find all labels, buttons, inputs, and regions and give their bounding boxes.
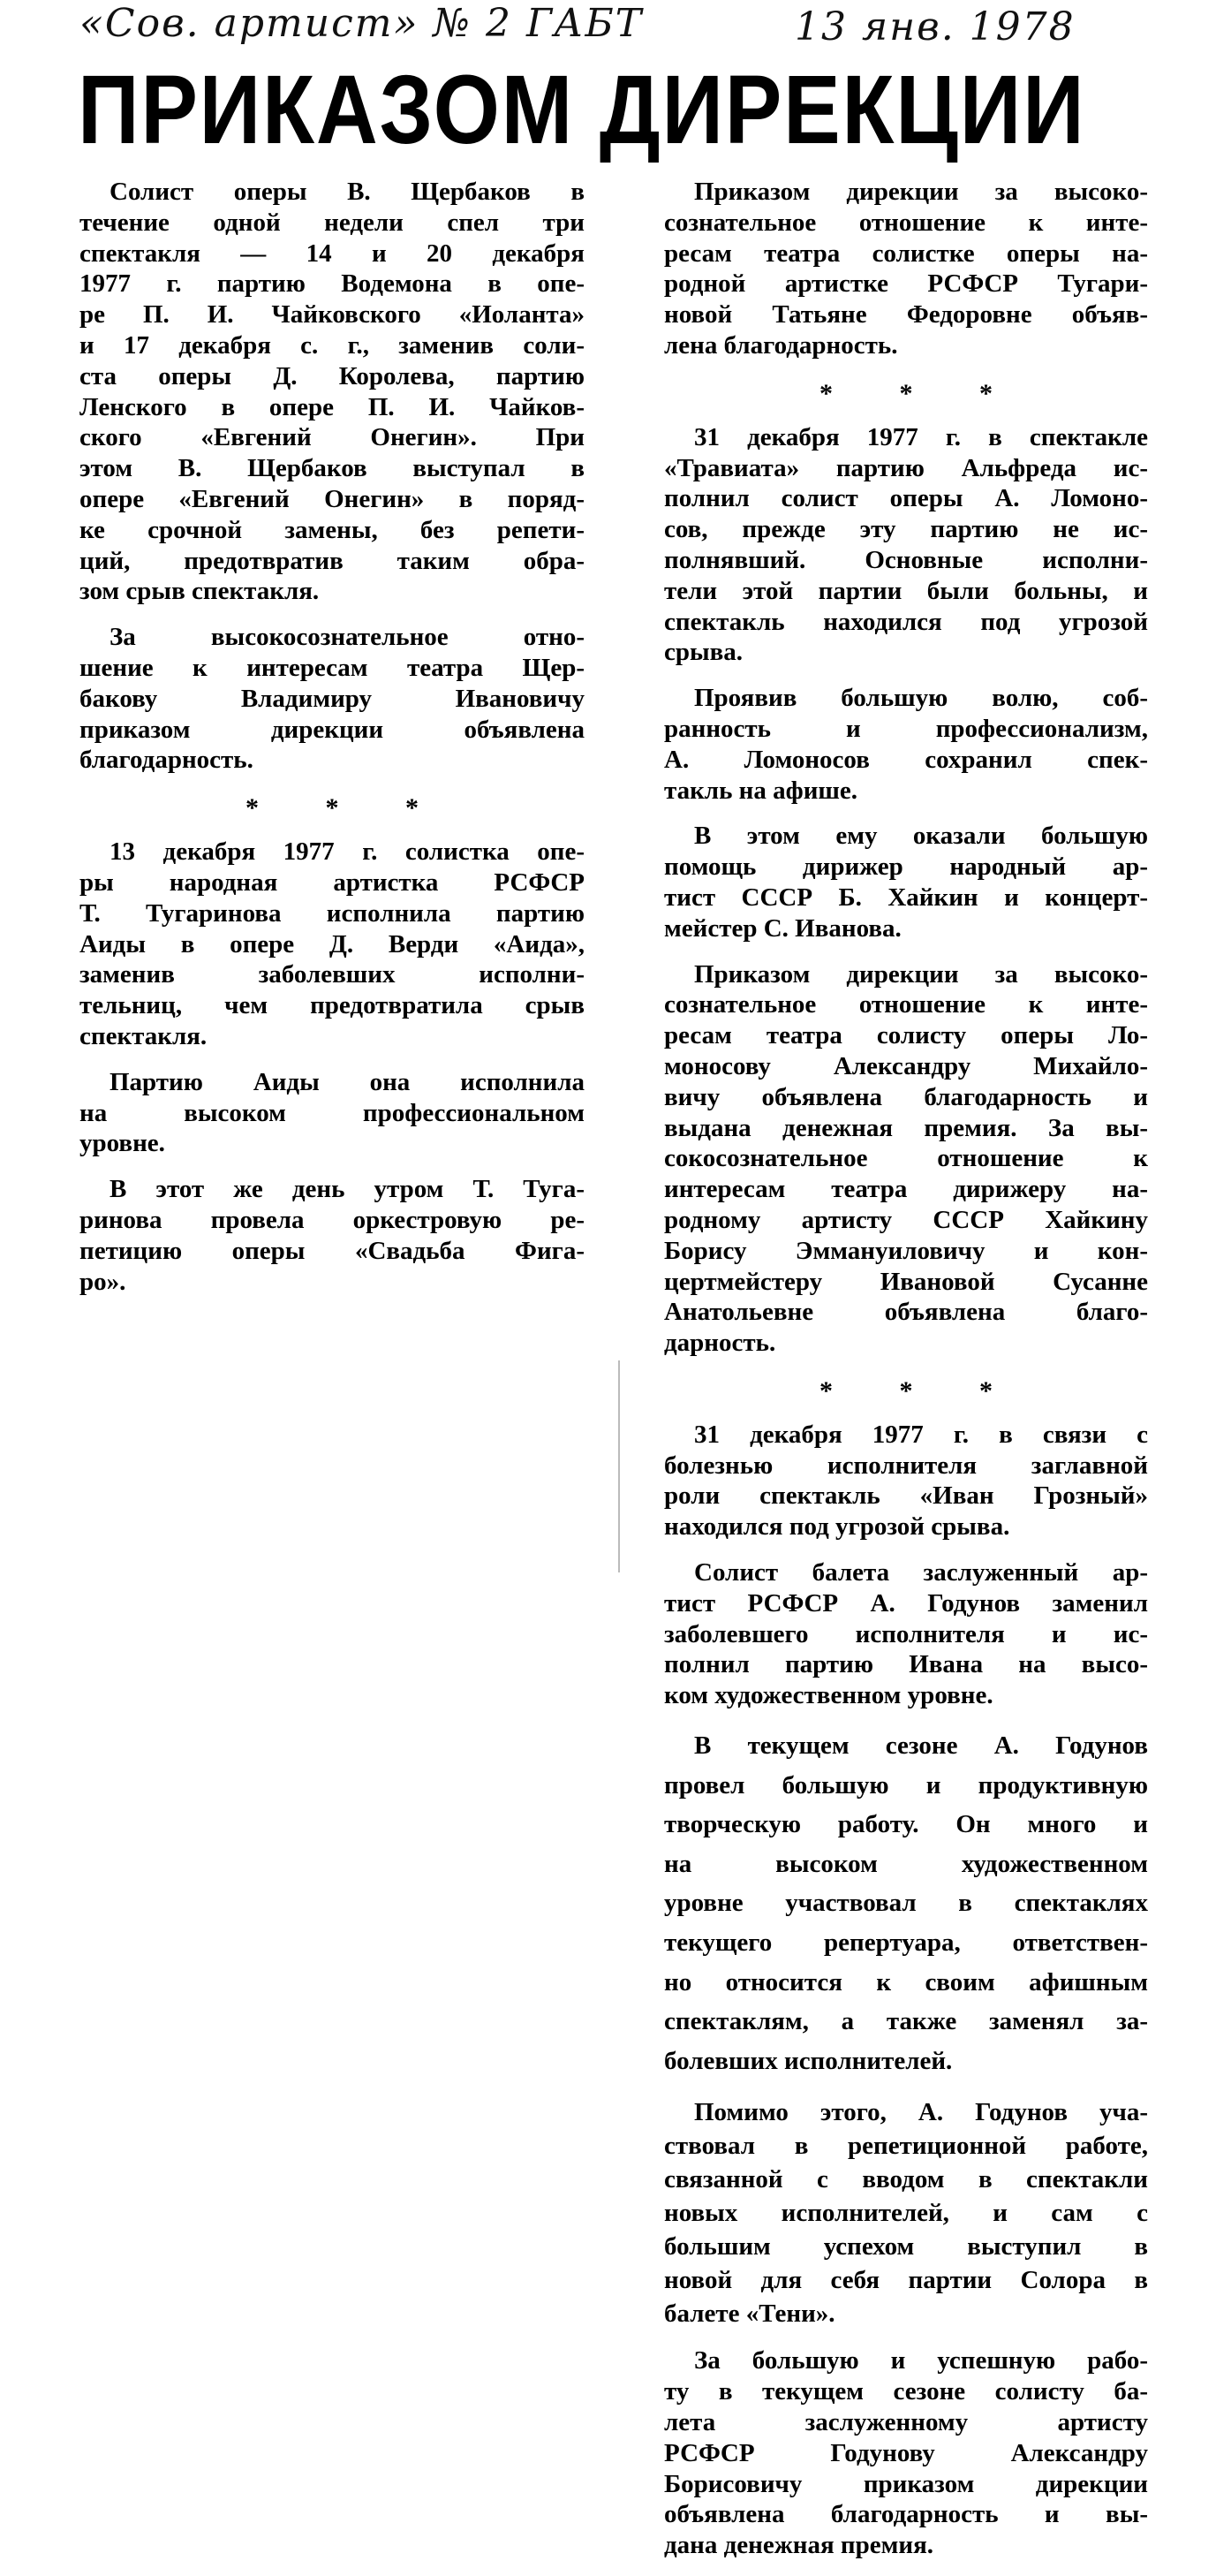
paragraph-line: мейстер С. Иванова.	[664, 913, 902, 943]
paragraph-line: 31 декабря 1977 г. в спектакле	[694, 422, 1148, 451]
paragraph-line: опере «Евгений Онегин» в поряд-	[79, 484, 585, 513]
paragraph-line: 13 декабря 1977 г. солистка опе-	[110, 837, 585, 867]
paragraph-line: ро».	[79, 1267, 126, 1296]
paragraph-line: полнил партию Ивана на высо-	[664, 1650, 1148, 1679]
paragraph-line: дарность.	[664, 1329, 776, 1358]
paragraph-line: В этом ему оказали большую	[694, 822, 1148, 851]
article-headline: ПРИКАЗОМ ДИРЕКЦИИ	[78, 56, 1086, 164]
paragraph-line: творческую работу. Он много и	[664, 1810, 1148, 1839]
paragraph-line: Анатольевне объявлена благо-	[664, 1298, 1148, 1327]
article-paragraph	[664, 2345, 1148, 2561]
paragraph-line: болезнью исполнителя заглавной	[664, 1451, 1148, 1480]
paragraph-line: тели этой партии были больны, и	[664, 576, 1148, 605]
paragraph-line: спектакля — 14 и 20 декабря	[79, 239, 585, 268]
section-separator: * * *	[245, 793, 449, 823]
paragraph-line: петицию оперы «Свадьба Фига-	[79, 1236, 585, 1265]
paragraph-line: такль на афише.	[664, 776, 858, 805]
paragraph-line: и 17 декабря с. г., заменив соли-	[79, 330, 585, 360]
paragraph-line: текущего репертуара, ответствен-	[664, 1928, 1148, 1958]
paragraph-line: объявлена благодарность и вы-	[664, 2500, 1148, 2529]
paragraph-line: ры народная артистка РСФСР	[79, 868, 585, 897]
paragraph-line: цертмейстеру Ивановой Сусанне	[664, 1267, 1148, 1296]
paragraph-line: В этот же день утром Т. Туга-	[110, 1175, 585, 1204]
article-paragraph	[664, 1557, 1148, 1711]
paragraph-line: Партию Аиды она исполнила	[110, 1067, 585, 1096]
paragraph-line: спектаклям, а также заменял за-	[664, 2007, 1148, 2036]
paragraph-line: заболевшего исполнителя и ис-	[664, 1619, 1148, 1648]
paragraph-line: За высокосознательное отно-	[110, 623, 585, 652]
paragraph-line: ринова провела оркестровую ре-	[79, 1205, 585, 1234]
paragraph-line: 31 декабря 1977 г. в связи с	[694, 1420, 1148, 1449]
handwritten-source-note: «Сов. артист» № 2 ГАБТ	[79, 1, 644, 46]
paragraph-line: Помимо этого, А. Годунов уча-	[694, 2098, 1148, 2127]
paragraph-line: Проявив большую волю, соб-	[694, 684, 1148, 713]
article-paragraph	[79, 837, 585, 1052]
paragraph-line: Аиды в опере Д. Верди «Аида»,	[79, 929, 585, 958]
paragraph-line: Т. Тугаринова исполнила партию	[79, 898, 585, 928]
paragraph-line: шение к интересам театра Щер-	[79, 653, 585, 682]
paragraph-line: благодарность.	[79, 746, 253, 775]
paragraph-line: большим успехом выступил в	[664, 2232, 1148, 2262]
section-separator: * * *	[819, 378, 1023, 408]
paragraph-line: полнявший. Основные исполни-	[664, 545, 1148, 574]
paragraph-line: тист РСФСР А. Годунов заменил	[664, 1588, 1148, 1618]
paragraph-line: уровне.	[79, 1129, 165, 1158]
article-paragraph	[664, 422, 1148, 668]
handwritten-date-note: 13 янв. 1978	[795, 4, 1076, 49]
paragraph-line: сов, прежде эту партию не ис-	[664, 515, 1148, 544]
paragraph-line: ту в текущем сезоне солисту ба-	[664, 2377, 1148, 2406]
article-paragraph	[79, 1067, 585, 1159]
paragraph-line: вичу объявлена благодарность и	[664, 1082, 1148, 1111]
article-column-left	[79, 177, 585, 1312]
paragraph-line: ста оперы Д. Королева, партию	[79, 361, 585, 390]
article-paragraph	[664, 821, 1148, 943]
paragraph-line: заменив заболевших исполни-	[79, 960, 585, 989]
paragraph-line: болевших исполнителей.	[664, 2046, 953, 2075]
article-paragraph	[664, 177, 1148, 361]
paragraph-line: провел большую и продуктивную	[664, 1770, 1148, 1799]
article-paragraph	[79, 622, 585, 776]
article-paragraph	[664, 2095, 1148, 2330]
paragraph-line: помощь дирижер народный ар-	[664, 852, 1148, 882]
paragraph-line: на высоком художественном	[664, 1849, 1148, 1878]
paragraph-line: Борису Эммануиловичу и кон-	[664, 1236, 1148, 1265]
paragraph-line: спектакля.	[79, 1021, 208, 1050]
paragraph-line: интересам театра дирижеру на-	[664, 1175, 1148, 1204]
paragraph-line: моносову Александру Михайло-	[664, 1051, 1148, 1080]
paragraph-line: дана денежная премия.	[664, 2531, 934, 2560]
paragraph-line: новой для себя партии Солора в	[664, 2266, 1148, 2295]
paragraph-line: на высоком профессиональном	[79, 1098, 585, 1127]
paragraph-line: За большую и успешную рабо-	[694, 2346, 1148, 2375]
paragraph-line: лета заслуженному артисту	[664, 2408, 1148, 2436]
paragraph-line: Солист оперы В. Щербаков в	[110, 178, 585, 206]
paragraph-line: срыва.	[664, 638, 744, 667]
paragraph-line: сознательное отношение к инте-	[664, 990, 1148, 1019]
paragraph-line: Приказом дирекции за высоко-	[694, 959, 1148, 989]
paragraph-line: выдана денежная премия. За вы-	[664, 1113, 1148, 1142]
paragraph-line: Солист балета заслуженный ар-	[694, 1558, 1148, 1587]
paragraph-line: В текущем сезоне А. Годунов	[694, 1731, 1148, 1761]
article-paragraph	[664, 1420, 1148, 1542]
paragraph-line: новой Татьяне Федоровне объяв-	[664, 300, 1148, 330]
paragraph-line: этом В. Щербаков выступал в	[79, 454, 585, 483]
paragraph-line: ре П. И. Чайковского «Иоланта»	[79, 300, 585, 330]
paragraph-line: родной артистке РСФСР Тугари-	[664, 269, 1148, 299]
paragraph-line: сокосознательное отношение к	[664, 1144, 1148, 1173]
paragraph-line: уровне участвовал в спектаклях	[664, 1889, 1148, 1918]
paragraph-line: Борисовичу приказом дирекции	[664, 2469, 1148, 2498]
paragraph-line: ресам театра солисту оперы Ло-	[664, 1021, 1148, 1050]
paragraph-line: ке срочной замены, без репети-	[79, 515, 585, 544]
paragraph-line: но относится к своим афишным	[664, 1967, 1148, 1996]
paragraph-line: спектакль находился под угрозой	[664, 607, 1148, 636]
paragraph-line: 1977 г. партию Водемона в опе-	[79, 269, 585, 299]
paragraph-line: находился под угрозой срыва.	[664, 1512, 1010, 1542]
article-paragraph	[79, 1174, 585, 1297]
section-separator: * * *	[819, 1375, 1023, 1405]
paragraph-line: РСФСР Годунову Александру	[664, 2438, 1148, 2467]
paragraph-line: тист СССР Б. Хайкин и концерт-	[664, 883, 1148, 912]
paragraph-line: ком художественном уровне.	[664, 1681, 993, 1710]
paragraph-line: Ленского в опере П. И. Чайков-	[79, 392, 585, 421]
paragraph-line: новых исполнителей, и сам с	[664, 2199, 1148, 2228]
paragraph-line: ствовал в репетиционной работе,	[664, 2132, 1148, 2161]
article-paragraph	[664, 683, 1148, 806]
paragraph-line: сознательное отношение к инте-	[664, 208, 1148, 237]
paragraph-line: течение одной недели спел три	[79, 208, 585, 237]
paragraph-line: ций, предотвратив таким обра-	[79, 546, 585, 575]
paragraph-line: зом срыв спектакля.	[79, 577, 320, 606]
paragraph-line: ского «Евгений Онегин». При	[79, 423, 585, 452]
column-divider	[618, 1360, 620, 1572]
article-paragraph	[664, 1726, 1148, 2080]
paragraph-line: Приказом дирекции за высоко-	[694, 178, 1148, 206]
paragraph-line: лена благодарность.	[664, 330, 898, 360]
paragraph-line: «Травиата» партию Альфреда ис-	[664, 453, 1148, 482]
paragraph-line: балете «Тени».	[664, 2299, 835, 2329]
paragraph-line: связанной с вводом в спектакли	[664, 2165, 1148, 2194]
paragraph-line: ранность и профессионализм,	[664, 714, 1148, 743]
article-paragraph	[664, 959, 1148, 1359]
paragraph-line: ресам театра солистке оперы на-	[664, 239, 1148, 268]
paragraph-line: А. Ломоносов сохранил спек-	[664, 745, 1148, 774]
paragraph-line: родному артисту СССР Хайкину	[664, 1205, 1148, 1234]
article-column-right	[664, 177, 1148, 2576]
paragraph-line: приказом дирекции объявлена	[79, 715, 585, 744]
paragraph-line: бакову Владимиру Ивановичу	[79, 684, 585, 713]
paragraph-line: тельниц, чем предотвратила срыв	[79, 991, 585, 1020]
handwritten-header	[0, 0, 1231, 49]
article-paragraph	[79, 177, 585, 607]
paragraph-line: роли спектакль «Иван Грозный»	[664, 1481, 1148, 1511]
paragraph-line: полнил солист оперы А. Ломоно-	[664, 484, 1148, 513]
